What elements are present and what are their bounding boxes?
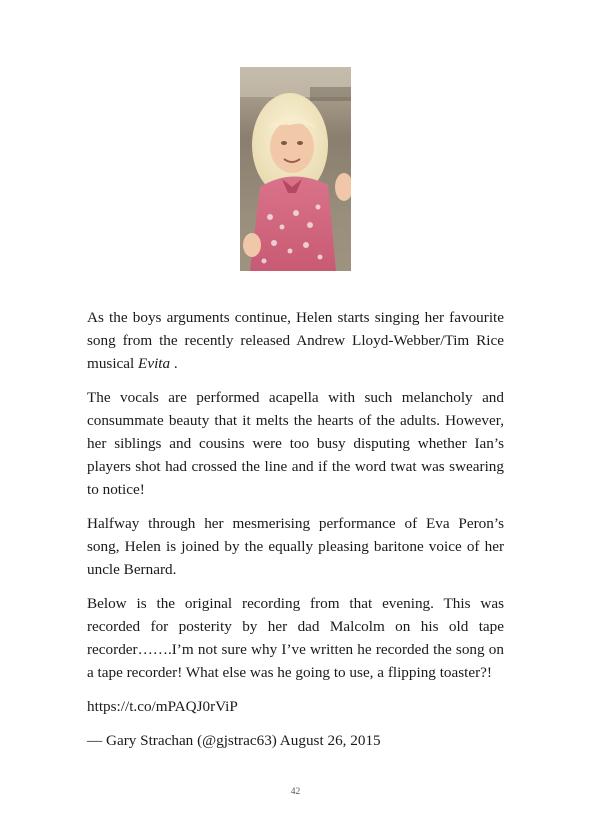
paragraph-4: Below is the original recording from that evening. This was recorded for posterity by her dad Malcolm on his old tape recorder…….I’m not sure why I’ve written he recorded the song on a tape recorder! What else was he going to use, a flipping toaster?! [87,595,504,681]
tweet-attribution: — Gary Strachan (@gjstrac63) August 26, 2015 [87,732,381,749]
paragraph-3: Halfway through her mesmerising performance of Eva Peron’s song, Helen is joined by the equally pleasing baritone voice of her uncle Bernard. [87,515,504,578]
page-number: 42 [290,787,301,797]
girl-photo [240,67,351,271]
paragraph-1 [87,306,504,375]
photo-of-girl-icon [240,67,351,271]
paragraph-1-end: . [170,355,178,372]
musical-title: Evita [138,355,171,372]
paragraph-1-text: As the boys arguments continue, Helen starts singing her favourite song from the recently released Andrew Lloyd-Webber/Tim Rice musical [87,309,504,372]
paragraph-2: The vocals are performed acapella with such melancholy and consummate beauty that it melts the hearts of the adults. However, her siblings and cousins were too busy disputing whether Ian’s players shot had crossed the line and if the word twat was swearing to notice! [87,389,504,498]
tweet-link[interactable]: https://t.co/mPAQJ0rViP [87,698,238,715]
page-body [87,306,504,763]
